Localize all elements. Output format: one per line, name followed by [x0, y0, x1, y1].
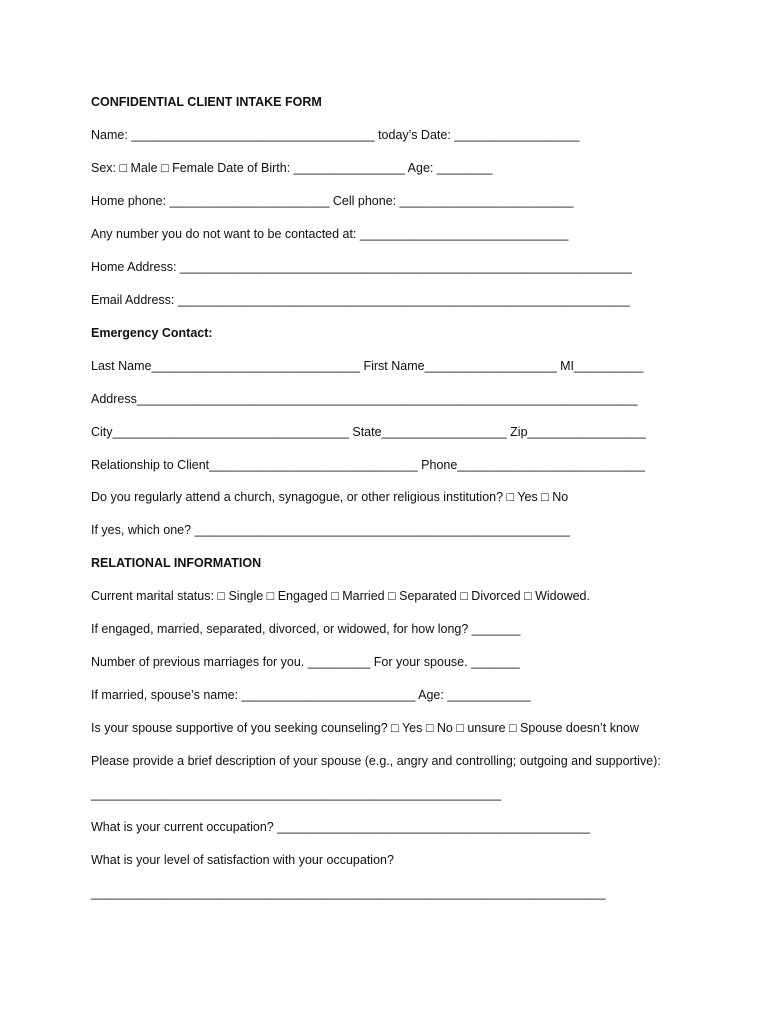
home-address-field[interactable]: Home Address: _________________________________________________________________	[91, 260, 632, 274]
name-date-field[interactable]: Name: ___________________________________ today’s Date: __________________	[91, 128, 580, 142]
marital-status-field[interactable]: Current marital status: □ Single □ Engaged □ Married □ Separated □ Divorced □ Widowed.	[91, 589, 590, 603]
emergency-address-field[interactable]: Address________________________________________________________________________	[91, 392, 638, 406]
phone-field[interactable]: Home phone: _______________________ Cell phone: _________________________	[91, 194, 574, 208]
religious-attendance-question[interactable]: Do you regularly attend a church, synagogue, or other religious institution? □ Yes □ No	[91, 490, 569, 504]
previous-marriages-field[interactable]: Number of previous marriages for you. _________ For your spouse. _______	[91, 655, 520, 669]
religious-institution-field[interactable]: If yes, which one? ______________________________________________________	[91, 523, 570, 537]
spouse-supportive-question[interactable]: Is your spouse supportive of you seeking counseling? □ Yes □ No □ unsure □ Spouse doesn’t know	[91, 721, 639, 735]
occupation-field[interactable]: What is your current occupation? _____________________________________________	[91, 820, 591, 834]
spouse-description-prompt: Please provide a brief description of your spouse (e.g., angry and controlling; outgoing and supportive):	[91, 754, 661, 768]
form-title: CONFIDENTIAL CLIENT INTAKE FORM	[91, 95, 322, 109]
emergency-contact-heading: Emergency Contact:	[91, 326, 213, 340]
relational-information-heading: RELATIONAL INFORMATION	[91, 556, 262, 570]
spouse-description-field[interactable]: ___________________________________________________________	[91, 787, 502, 801]
relationship-duration-field[interactable]: If engaged, married, separated, divorced, or widowed, for how long? _______	[91, 622, 521, 636]
emergency-name-field[interactable]: Last Name______________________________ First Name___________________ MI__________	[91, 359, 644, 373]
emergency-city-state-zip-field[interactable]: City__________________________________ State__________________ Zip_________________	[91, 425, 646, 439]
emergency-relationship-phone-field[interactable]: Relationship to Client______________________________ Phone___________________________	[91, 458, 645, 472]
sex-dob-age-field[interactable]: Sex: □ Male □ Female Date of Birth: ________________ Age: ________	[91, 161, 493, 175]
occupation-satisfaction-field[interactable]: __________________________________________________________________________	[91, 886, 606, 900]
email-address-field[interactable]: Email Address: _________________________________________________________________	[91, 293, 630, 307]
do-not-contact-number-field[interactable]: Any number you do not want to be contacted at: ______________________________	[91, 227, 569, 241]
occupation-satisfaction-prompt: What is your level of satisfaction with your occupation?	[91, 853, 394, 867]
spouse-name-age-field[interactable]: If married, spouse’s name: _________________________ Age: ____________	[91, 688, 531, 702]
